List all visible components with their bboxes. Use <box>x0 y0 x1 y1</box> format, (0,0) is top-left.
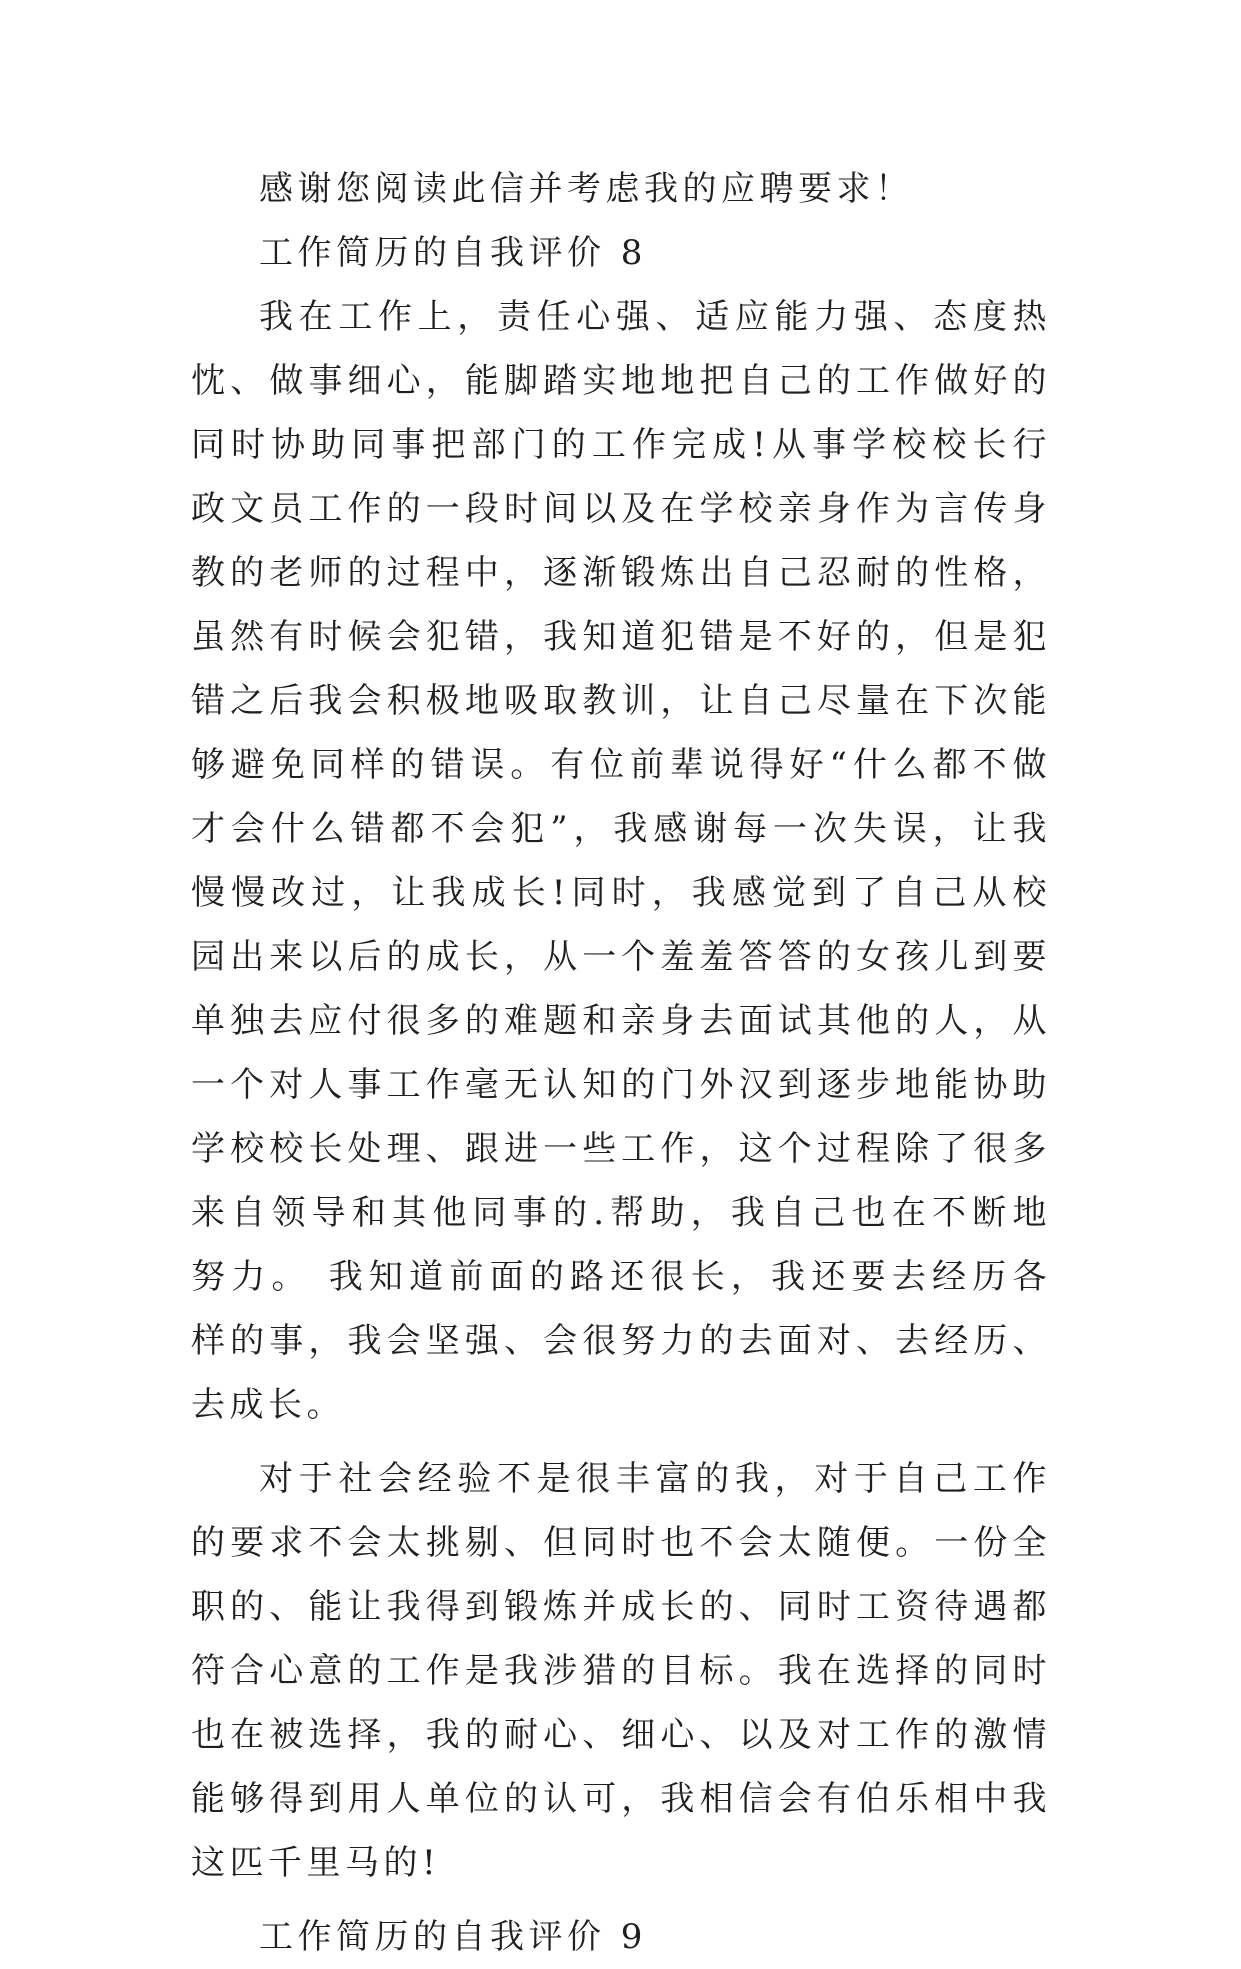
paragraph-gap <box>191 1437 1051 1447</box>
document-body <box>191 157 1051 1969</box>
paragraph-gap <box>191 1895 1051 1905</box>
section-heading-9: 工作简历的自我评价 9 <box>259 1917 647 1957</box>
closing-line: 感谢您阅读此信并考虑我的应聘要求！ <box>259 169 914 209</box>
section-heading-8: 工作简历的自我评价 8 <box>259 233 647 273</box>
paragraph-self-evaluation-1: 我在工作上，责任心强、适应能力强、态度热忱、做事细心，能脚踏实地地把自己的工作做好的同时协助同事把部门的工作完成!从事学校校长行政文员工作的一段时间以及在学校亲身作为言传身教的老师的过程中，逐渐锻炼出自己忍耐的性格，虽然有时候会犯错，我知道犯错是不好的，但是犯错之后我会积极地吸取教训，让自己尽量在下次能够避免同样的错误。有位前辈说得好“什么都不做才会什么错都不会犯”，我感谢每一次失误，让我慢慢改过，让我成长!同时，我感觉到了自己从校园出来以后的成长，从一个羞羞答答的女孩儿到要单独去应付很多的难题和亲身去面试其他的人，从一个对人事工作毫无认知的门外汉到逐步地能协助学校校长处理、跟进一些工作，这个过程除了很多来自领导和其他同事的.帮助，我自己也在不断地努力。 我知道前面的路还很长，我还要去经历各样的事，我会坚强、会很努力的去面对、去经历、去成长。 <box>191 297 1051 1425</box>
paragraph-self-evaluation-2: 对于社会经验不是很丰富的我，对于自己工作的要求不会太挑剔、但同时也不会太随便。一份全职的、能让我得到锻炼并成长的、同时工资待遇都符合心意的工作是我涉猎的目标。我在选择的同时也在被选择，我的耐心、细心、以及对工作的激情能够得到用人单位的认可，我相信会有伯乐相中我这匹千里马的! <box>191 1459 1051 1883</box>
